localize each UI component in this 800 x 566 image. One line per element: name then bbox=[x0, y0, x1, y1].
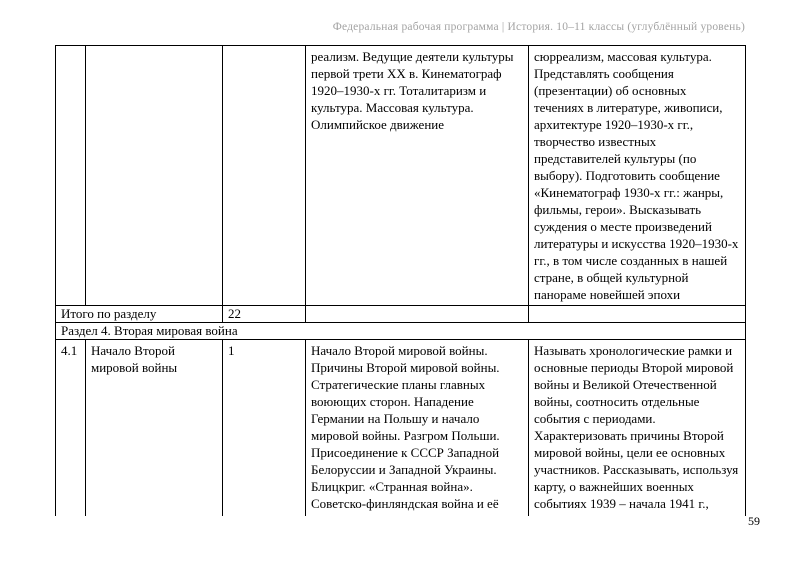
cell-topic-activities: Называть хронологические рамки и основные периоды Второй мировой войны и Великой Отечественной войны, соотносить отдельные события с периодами. Характеризовать причины Второй мировой войны, цели ее основных участников. Рассказывать, используя карту, о важнейших военных событиях 1939 – начала 1941 г., bbox=[529, 340, 746, 516]
cell-hours-empty bbox=[223, 46, 306, 306]
cell-topic-number: 4.1 bbox=[56, 340, 86, 516]
cell-content-continuation: реализм. Ведущие деятели культуры первой трети XX в. Кинематограф 1920–1930-х гг. Тоталитаризм и культура. Массовая культура. Олимпийское движение bbox=[306, 46, 529, 306]
table-row-total bbox=[56, 306, 746, 323]
cell-topic-content: Начало Второй мировой войны. Причины Второй мировой войны. Стратегические планы главных воюющих сторон. Нападение Германии на Польшу и начало мировой войны. Разгром Польши. Присоединение к СССР Западной Белоруссии и Западной Украины. Блицкриг. «Странная война». Советско-финляндская война и её bbox=[306, 340, 529, 516]
cell-number-empty bbox=[56, 46, 86, 306]
cell-topic-empty bbox=[86, 46, 223, 306]
table-row-continuation bbox=[56, 46, 746, 306]
cell-total-hours: 22 bbox=[223, 306, 306, 323]
curriculum-table bbox=[55, 45, 746, 516]
cell-total-label: Итого по разделу bbox=[56, 306, 223, 323]
table-row-topic bbox=[56, 340, 746, 516]
table-row-section bbox=[56, 323, 746, 340]
cell-total-empty-activities bbox=[529, 306, 746, 323]
running-header: Федеральная рабочая программа | История. 10–11 классы (углублённый уровень) bbox=[332, 21, 745, 33]
cell-total-empty-content bbox=[306, 306, 529, 323]
cell-topic-hours: 1 bbox=[223, 340, 306, 516]
cell-section-label: Раздел 4. Вторая мировая война bbox=[56, 323, 746, 340]
cell-activities-continuation: сюрреализм, массовая культура. Представлять сообщения (презентации) об основных течениях в литературе, живописи, архитектуре 1920–1930-х гг., творчество известных представителей культуры (по выбору). Подготовить сообщение «Кинематограф 1930-х гг.: жанры, фильмы, герои». Высказывать суждения о месте произведений литературы и искусства 1920–1930-х гг., в том числе созданных в нашей стране, в общей культурной панораме новейшей эпохи bbox=[529, 46, 746, 306]
cell-topic-title: Начало Второй мировой войны bbox=[86, 340, 223, 516]
page-number: 59 bbox=[748, 514, 760, 528]
